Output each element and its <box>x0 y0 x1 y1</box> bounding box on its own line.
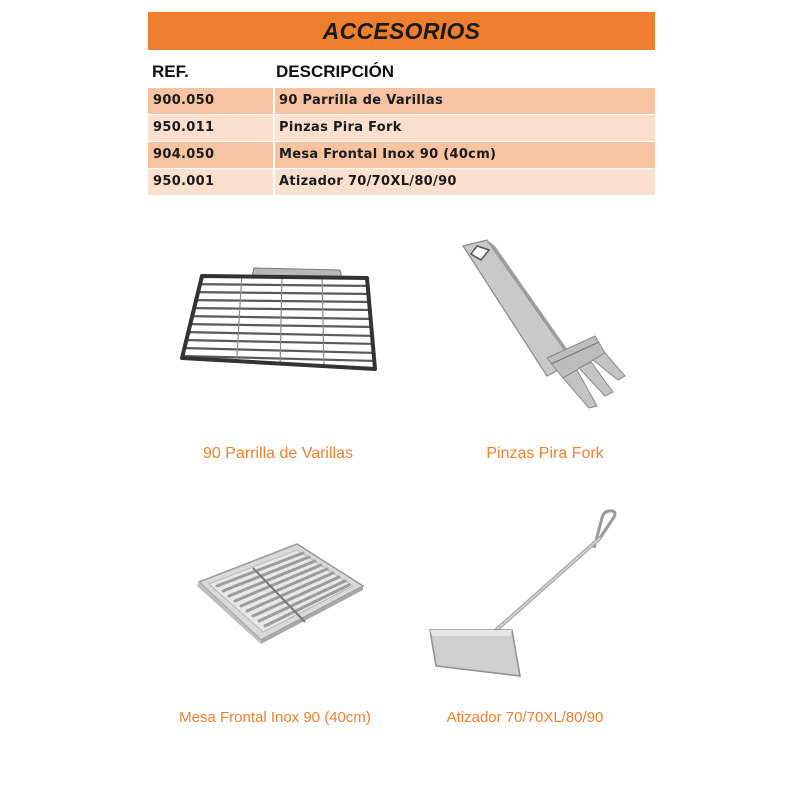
section-title: ACCESORIOS <box>322 17 481 44</box>
table-row <box>148 115 655 141</box>
row-ref: 950.011 <box>153 120 215 135</box>
product-caption-tongs: Pinzas Pira Fork <box>486 445 604 462</box>
section-banner <box>148 12 655 50</box>
table-row <box>148 142 655 168</box>
table-row <box>148 88 655 114</box>
grill-rack-image <box>172 262 387 377</box>
row-description: 90 Parrilla de Varillas <box>273 88 443 114</box>
column-header-ref: REF. <box>152 62 189 81</box>
row-description: Atizador 70/70XL/80/90 <box>273 169 457 195</box>
row-description: Pinzas Pira Fork <box>273 115 402 141</box>
row-ref: 904.050 <box>153 147 215 162</box>
front-table-image <box>193 540 368 645</box>
row-ref: 900.050 <box>153 93 215 108</box>
row-ref: 950.001 <box>153 174 215 189</box>
product-caption-poker: Atizador 70/70XL/80/90 <box>446 709 604 726</box>
column-header-description: DESCRIPCIÓN <box>276 62 395 81</box>
table-row <box>148 169 655 195</box>
tongs-image <box>455 238 635 413</box>
accessories-table <box>148 88 655 196</box>
poker-image <box>422 508 627 688</box>
product-caption-grill: 90 Parrilla de Varillas <box>203 445 353 462</box>
product-caption-front-table: Mesa Frontal Inox 90 (40cm) <box>179 709 371 726</box>
row-description: Mesa Frontal Inox 90 (40cm) <box>273 142 496 168</box>
